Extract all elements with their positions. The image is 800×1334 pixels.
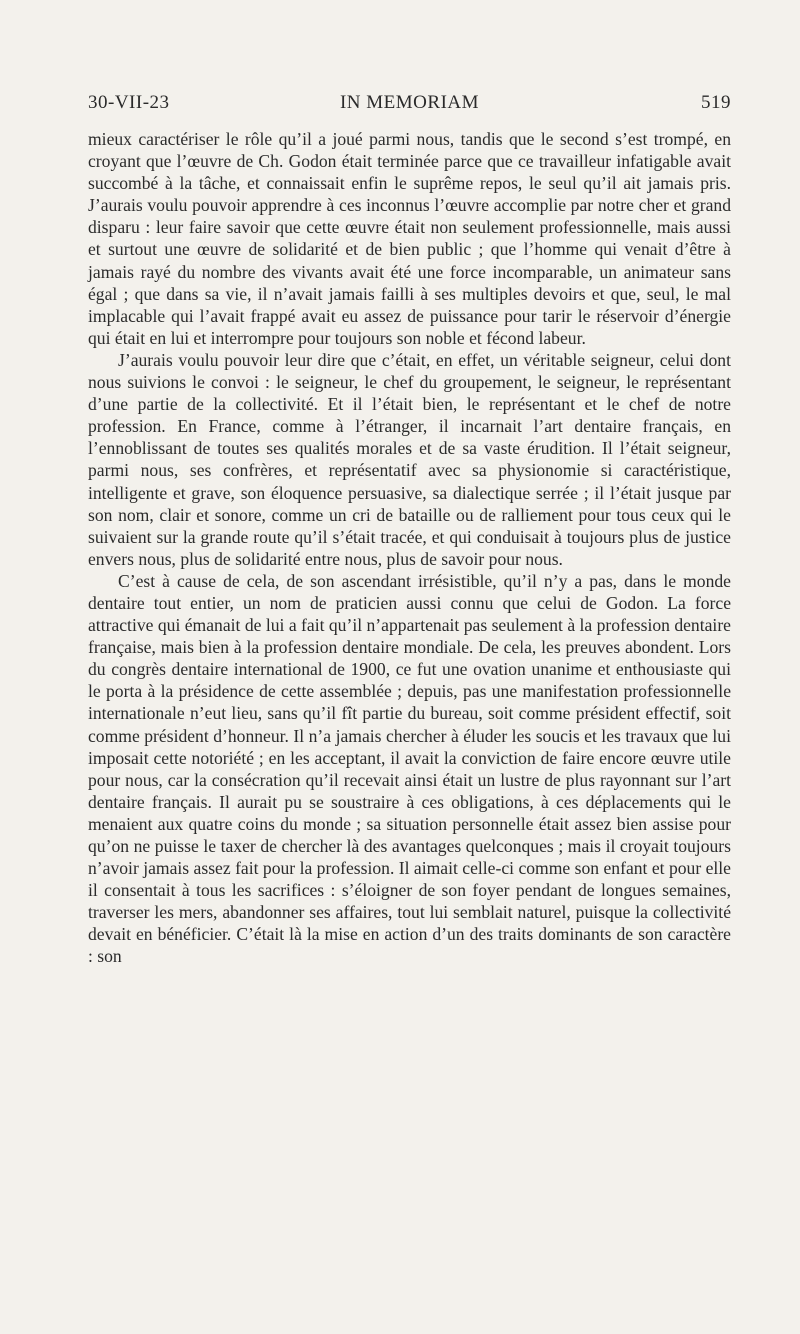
- header-date: 30-VII-23: [88, 92, 170, 113]
- paragraph-2: J’aurais voulu pouvoir leur dire que c’était, en effet, un véritable seigneur, celui dont nous suivions le convoi : le seigneur, le chef du groupement, le seigneur, le représentant d’une partie de la collectivité. Et il l’était bien, le représentant et le chef de notre profession. En France, comme à l’étranger, il incarnait l’art dentaire français, en l’ennoblissant de toutes ses qualités morales et de sa vaste érudition. Il l’était seigneur, parmi nous, ses confrères, et représentatif avec sa physionomie si caractéristique, intelligente et grave, son éloquence persuasive, sa dialectique serrée ; il l’était jusque par son nom, clair et sonore, comme un cri de bataille ou de ralliement pour tous ceux qui le suivaient sur la grande route qu’il s’était tracée, et qui conduisait à toujours plus de justice envers nous, plus de solidarité entre nous, plus de savoir pour nous.: [88, 349, 731, 569]
- paragraph-3: C’est à cause de cela, de son ascendant irrésistible, qu’il n’y a pas, dans le monde dentaire tout entier, un nom de praticien aussi connu que celui de Godon. La force attractive qui émanait de lui a fait qu’il n’appartenait pas seulement à la profession dentaire française, mais bien à la profession dentaire mondiale. De cela, les preuves abondent. Lors du congrès dentaire international de 1900, ce fut une ovation unanime et enthousiaste qui le porta à la présidence de cette assemblée ; depuis, pas une manifestation professionnelle internationale n’eut lieu, sans qu’il fît partie du bureau, soit comme président effectif, soit comme président d’honneur. Il n’a jamais chercher à éluder les soucis et les travaux que lui imposait cette notoriété ; en les acceptant, il avait la conviction de faire encore œuvre utile pour nous, car la consécration qu’il recevait ainsi était un lustre de plus rayonnant sur l’art dentaire français. Il aurait pu se soustraire à ces obligations, à ces déplacements qui le menaient aux quatre coins du monde ; sa situation personnelle était assez bien assise pour qu’on ne puisse le taxer de chercher là des avantages quelconques ; mais il croyait toujours n’avoir jamais assez fait pour la profession. Il aimait celle-ci comme son enfant et pour elle il consentait à tous les sacrifices : s’éloigner de son foyer pendant de longues semaines, traverser les mers, abandonner ses affaires, tout lui semblait naturel, puisque la collectivité devait en bénéficier. C’était là la mise en action d’un des traits dominants de son caractère : son: [88, 570, 731, 967]
- paragraph-1: mieux caractériser le rôle qu’il a joué parmi nous, tandis que le second s’est trompé, en croyant que l’œuvre de Ch. Godon était terminée parce que ce travailleur infatigable avait succombé à la tâche, et connaissait enfin le suprême repos, le seul qu’il ait jamais pris. J’aurais voulu pouvoir apprendre à ces inconnus l’œuvre accomplie par notre cher et grand disparu : leur faire savoir que cette œuvre était non seulement professionnelle, mais aussi et surtout une œuvre de solidarité et de bien public ; que l’homme qui venait d’être à jamais rayé du nombre des vivants avait été une force incomparable, un animateur sans égal ; que dans sa vie, il n’avait jamais failli à ses multiples devoirs et que, seul, le mal implacable qui l’avait frappé avait eu assez de puissance pour tarir le réservoir d’énergie qui était en lui et interrompre pour toujours son noble et fécond labeur.: [88, 129, 731, 348]
- page-number: 519: [701, 92, 731, 113]
- body-text: [88, 128, 731, 968]
- header-title: IN MEMORIAM: [339, 92, 480, 113]
- running-header: [88, 92, 731, 122]
